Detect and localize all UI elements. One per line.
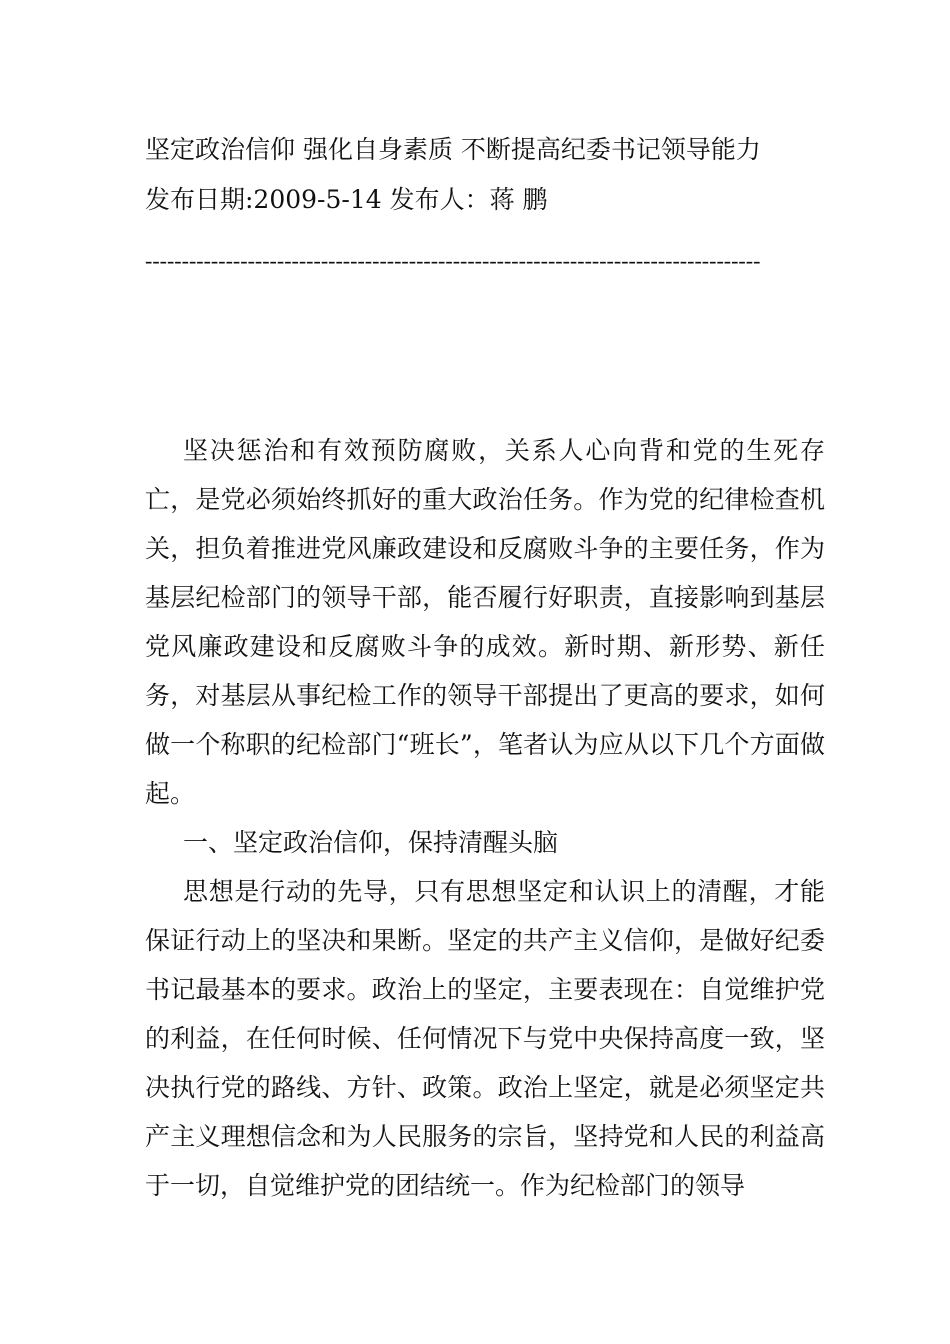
article-body xyxy=(145,426,825,1210)
paragraph: 思想是行动的先导，只有思想坚定和认识上的清醒，才能保证行动上的坚决和果断。坚定的共产主义信仰，是做好纪委书记最基本的要求。政治上的坚定，主要表现在：自觉维护党的利益，在任何时候、任何情况下与党中央保持高度一致，坚决执行党的路线、方针、政策。政治上坚定，就是必须坚定共产主义理想信念和为人民服务的宗旨，坚持党和人民的利益高于一切，自觉维护党的团结统一。作为纪检部门的领导 xyxy=(145,877,825,1200)
separator-line: ------------------------------------------------------------------------------------ xyxy=(145,248,761,273)
publish-meta: 发布日期:2009-5-14 发布人：蒋 鹏 xyxy=(145,185,548,214)
section-heading: 一、坚定政治信仰，保持清醒头脑 xyxy=(183,828,559,857)
paragraph: 坚决惩治和有效预防腐败，关系人心向背和党的生死存亡，是党必须始终抓好的重大政治任务。作为党的纪律检查机关，担负着推进党风廉政建设和反腐败斗争的主要任务，作为基层纪检部门的领导干部，能否履行好职责，直接影响到基层党风廉政建设和反腐败斗争的成效。新时期、新形势、新任务，对基层从事纪检工作的领导干部提出了更高的要求，如何做一个称职的纪检部门“班长”，笔者认为应从以下几个方面做起。 xyxy=(145,436,825,808)
document-title: 坚定政治信仰 强化自身素质 不断提高纪委书记领导能力 xyxy=(145,135,761,164)
